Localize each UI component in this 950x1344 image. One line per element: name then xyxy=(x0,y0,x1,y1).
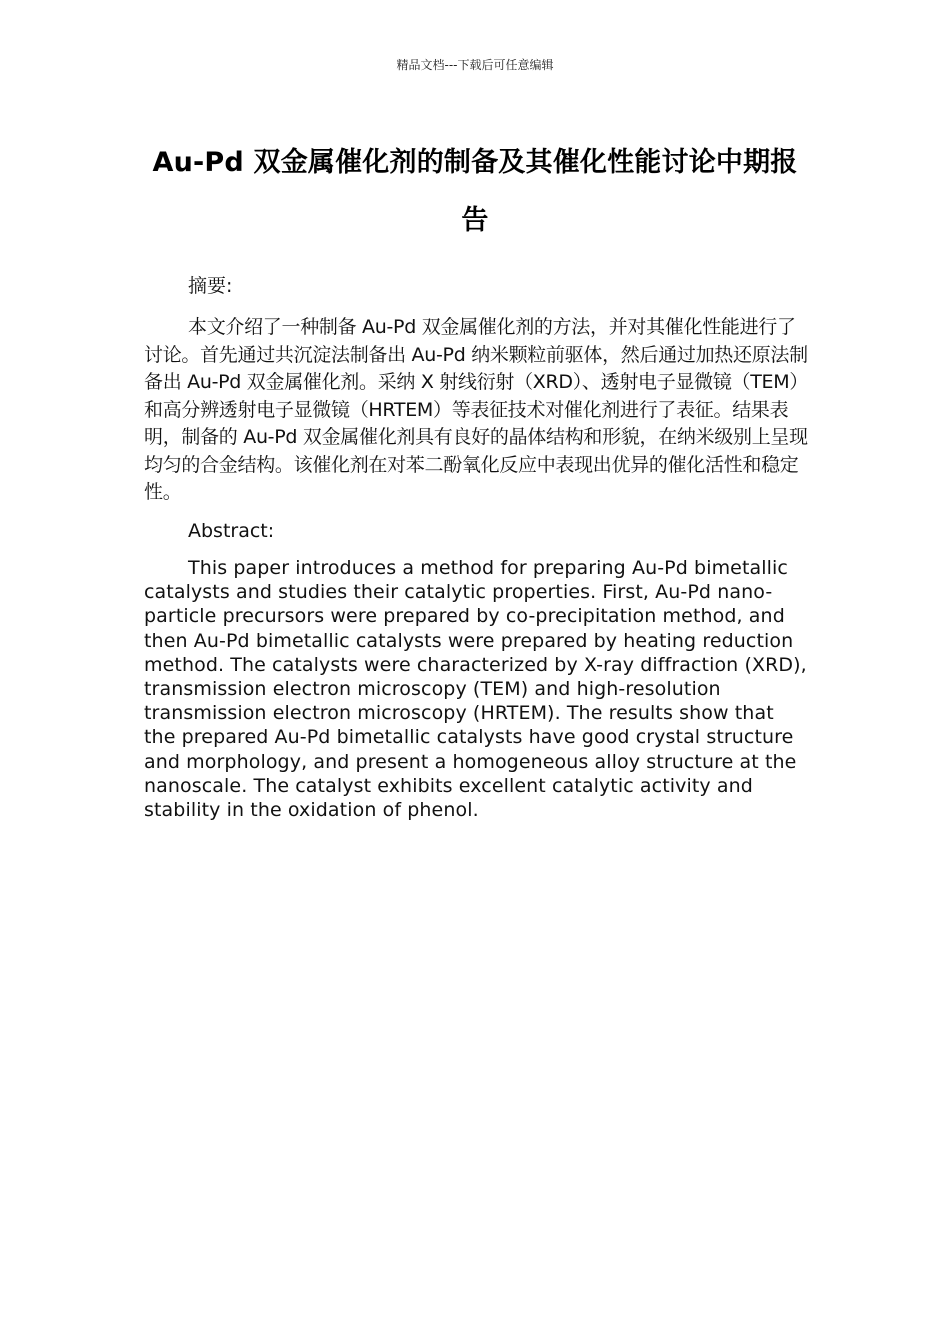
chinese-abstract-text: 本文介绍了一种制备 Au-Pd 双金属催化剂的方法，并对其催化性能进行了讨论。首先通过共沉淀法制备出 Au-Pd 纳米颗粒前驱体，然后通过加热还原法制备出 Au-Pd 双金属催化剂。采纳 X 射线衍射（XRD）、透射电子显微镜（TEM）和高分辨透射电子显微镜（HRTEM）等表征技术对催化剂进行了表征。结果表明，制备的 Au-Pd 双金属催化剂具有良好的晶体结构和形貌，在纳米级别上呈现均匀的合金结构。该催化剂在对苯二酚氧化反应中表现出优异的催化活性和稳定性。 xyxy=(144,316,808,503)
header-note: 精品文档---下载后可任意编辑 xyxy=(396,58,554,72)
chinese-abstract-label: 摘要: xyxy=(188,275,233,297)
english-abstract-text: This paper introduces a method for preparing Au-Pd bimetallic catalysts and studies their catalytic properties. First, Au-Pd nano-particle precursors were prepared by co-precipitation method, and then Au-Pd bimetallic catalysts were prepared by heating reduction method. The catalysts were characterized by X-ray diffraction (XRD), transmission electron microscopy (TEM) and high-resolution transmission electron microscopy (HRTEM). The results show that the prepared Au-Pd bimetallic catalysts have good crystal structure and morphology, and present a homogeneous alloy structure at the nanoscale. The catalyst exhibits excellent catalytic activity and stability in the oxidation of phenol. xyxy=(144,557,807,822)
english-abstract-label: Abstract: xyxy=(188,520,275,542)
document-title: Au-Pd 双金属催化剂的制备及其催化性能讨论中期报告 xyxy=(152,147,798,236)
